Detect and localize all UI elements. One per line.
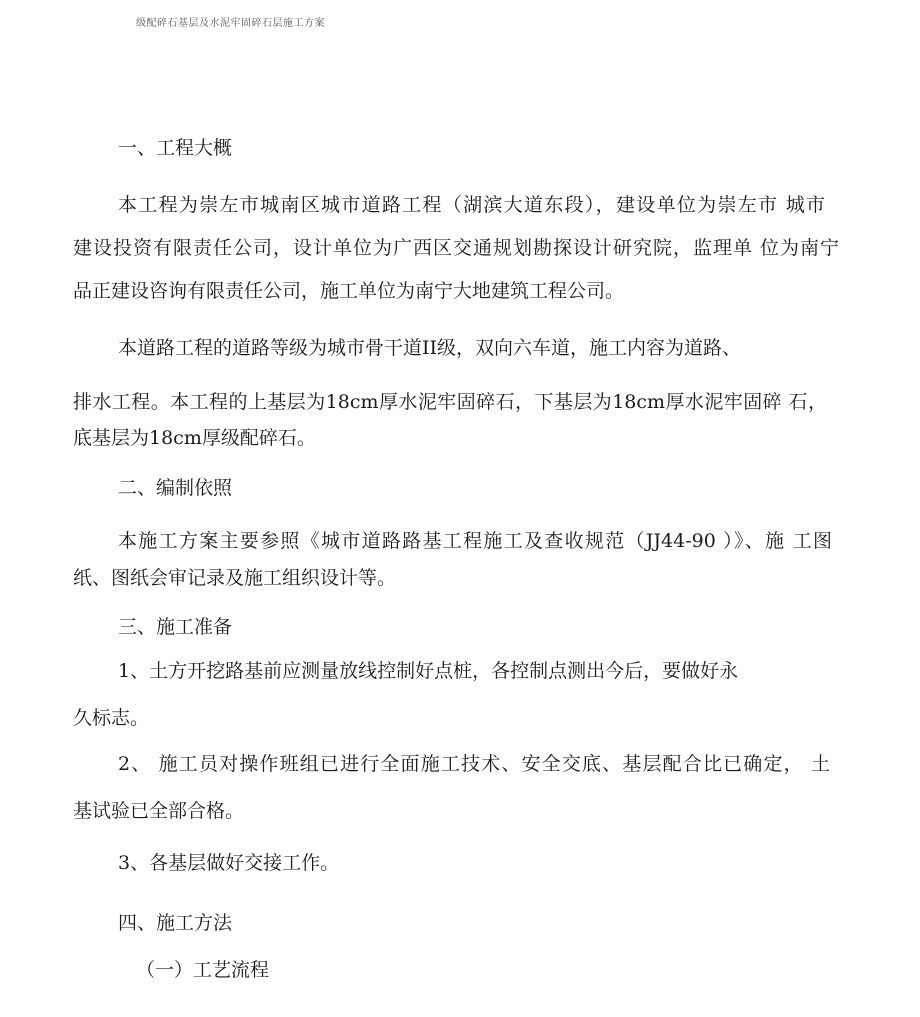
list-item-line: 2、 施工员对操作班组已进行全面施工技术、安全交底、基层配合比已确定， 土 — [118, 753, 830, 775]
list-item-line: 久标志。 — [73, 707, 150, 729]
paragraph-line: 本施工方案主要参照《城市道路路基工程施工及查收规范（JJ44-90 ）》、施 工图 — [118, 530, 832, 552]
paragraph-line: 底基层为18cm厚级配碎石。 — [73, 427, 316, 449]
list-item-line: 3、各基层做好交接工作。 — [118, 852, 340, 874]
list-item-line: 基试验已全部合格。 — [73, 800, 245, 822]
paragraph-line: 本道路工程的道路等级为城市骨干道II级，双向六车道，施工内容为道路、 — [118, 337, 742, 359]
paragraph-line: 排水工程。本工程的上基层为18cm厚水泥牢固碎石，下基层为18cm厚水泥牢固碎 石， — [73, 391, 827, 413]
section-heading-overview: 一、工程大概 — [118, 137, 233, 159]
section-heading-preparation: 三、施工准备 — [118, 616, 233, 638]
list-item-line: 1、土方开挖路基前应测量放线控制好点桩，各控制点测出今后，要做好永 — [118, 660, 739, 682]
section-heading-method: 四、施工方法 — [118, 912, 233, 934]
subsection-heading-process-flow: （一）工艺流程 — [136, 959, 270, 981]
paragraph-line: 纸、图纸会审记录及施工组织设计等。 — [73, 567, 397, 589]
section-heading-basis: 二、编制依照 — [118, 477, 233, 499]
paragraph-line: 品正建设咨询有限责任公司，施工单位为南宁大地建筑工程公司。 — [73, 280, 625, 302]
running-header: 级配碎石基层及水泥牢固碎石层施工方案 — [136, 18, 325, 29]
paragraph-line: 建设投资有限责任公司，设计单位为广西区交通规划勘探设计研究院，监理单 位为南宁 — [73, 237, 839, 259]
paragraph-line: 本工程为崇左市城南区城市道路工程（湖滨大道东段），建设单位为崇左市 城市 — [118, 194, 825, 216]
